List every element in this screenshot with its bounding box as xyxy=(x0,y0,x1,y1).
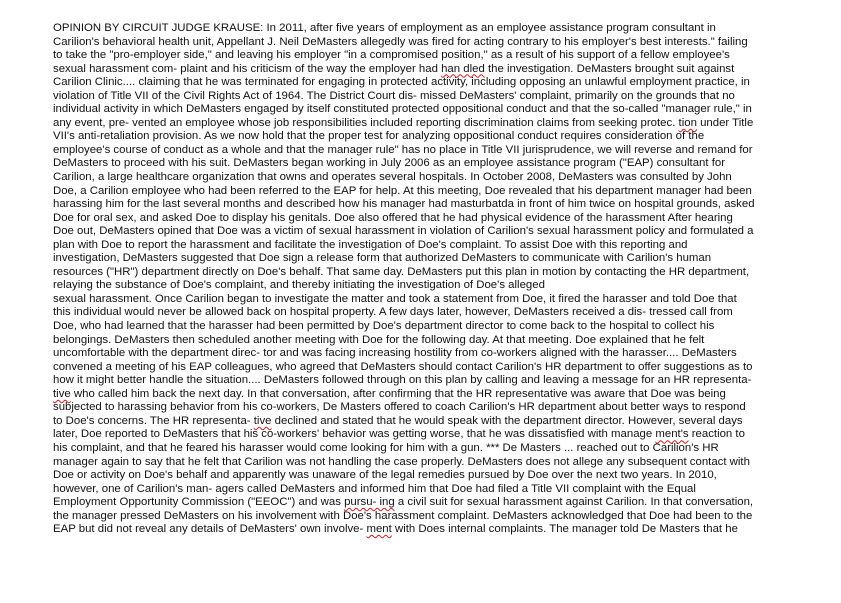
text-segment: resources ("HR") department directly on Doe's behalf. That same day. DeMasters put this plan in motion by contacting the HR department, xyxy=(53,265,750,278)
text-line xyxy=(53,90,841,104)
spellcheck-flagged-word[interactable]: tive xyxy=(253,414,272,427)
text-segment: who called him back the next day. In that conversation, after confirming that the HR representative was aware that Doe was being xyxy=(70,387,726,400)
text-segment: Employment Opportunity Commission ("EEOC") and was xyxy=(53,496,345,509)
text-segment: Doe out, DeMasters opined that Doe was a victim of sexual harassment in violation of Carilion's sexual harassment policy and formulated a xyxy=(53,225,754,238)
text-line xyxy=(53,523,841,537)
text-segment: manager again to say that he felt that Carilion was not handling the case properly. DeMasters does not allege any subsequent contact with xyxy=(53,455,750,468)
text-segment: sexual harassment. Once Carilion began to investigate the matter and took a statement from Doe, it fired the harasser and told Doe that xyxy=(53,292,737,305)
text-line xyxy=(53,347,841,361)
text-line xyxy=(53,225,841,239)
text-line xyxy=(53,103,841,117)
text-line xyxy=(53,49,841,63)
text-line xyxy=(53,334,841,348)
text-line xyxy=(53,22,841,36)
text-line xyxy=(53,510,841,524)
text-segment: convened a meeting of his EAP colleagues, who agreed that DeMasters should contact Carilion's HR department to offer suggestions as to xyxy=(53,360,753,373)
text-segment: Doe or activity on Doe's behalf and apparently was unaware of the legal remedies pursued by Doe over the next two years. In 2010, xyxy=(53,469,717,482)
text-segment: investigation, DeMasters suggested that Doe sign a release form that authorized DeMasters to communicate with Carilion's human xyxy=(53,252,712,265)
text-segment: employee's course of conduct as a whole and that the manager rule" has no place in Title VII jurisprudence, we will reverse and remand for xyxy=(53,143,753,156)
text-segment: relaying the substance of Doe's complaint, and thereby initiating the investigation of Doe's alleged xyxy=(53,279,545,292)
text-line xyxy=(53,212,841,226)
spellcheck-flagged-word[interactable]: han dled xyxy=(441,62,485,75)
text-segment: to Doe's concerns. The HR representa- xyxy=(53,414,254,427)
text-line xyxy=(53,306,841,320)
text-line xyxy=(53,117,841,131)
text-segment: subjected to harassing behavior from his co-workers, De Masters offered to coach Carilion's HR department about better ways to respond xyxy=(53,401,746,414)
text-segment: this individual would never be allowed back on hospital property. A few days later, however, DeMasters received a dis- tressed call from xyxy=(53,306,733,319)
text-segment: DeMasters to proceed with his suit. DeMasters began working in July 2006 as an employee assistance program ("EAP) consultant for xyxy=(53,157,725,170)
text-segment: belongings. DeMasters then scheduled another meeting with Doe for the following day. At that meeting. Doe explained that he felt xyxy=(53,333,705,346)
text-segment: reaction to xyxy=(688,428,745,441)
text-segment: plan with Doe to report the harassment and facilitate the investigation of Doe's complaint. To assist Doe with this reporting and xyxy=(53,238,688,251)
text-segment: individual activity in which DeMasters engaged by itself constituted protected oppositional conduct and that the so-called "manager rule," in xyxy=(53,103,752,116)
text-line xyxy=(53,374,841,388)
text-segment: the manager pressed DeMasters on his involvement with Doe's harassment complaint. DeMasters acknowledged that Doe had been to the xyxy=(53,509,753,522)
text-segment: the investigation. DeMasters brought suit against xyxy=(484,62,735,75)
text-segment: uncomfortable with the department direc- tor and was facing increasing hostility from co-workers aligned with the harasser.... DeMasters xyxy=(53,347,737,360)
text-line xyxy=(53,239,841,253)
text-line xyxy=(53,496,841,510)
text-line xyxy=(53,36,841,50)
text-line xyxy=(53,157,841,171)
text-segment: Doe for oral sex, and asked Doe to display his genitals. Doe also offered that he had physical evidence of the harassment After hearing xyxy=(53,211,733,224)
text-line xyxy=(53,279,841,293)
text-line xyxy=(53,171,841,185)
text-segment: under Title xyxy=(696,116,754,129)
text-segment: later, Doe reported to DeMasters that his co-workers' behavior was getting worse, that he was dissatisfied with manage xyxy=(53,428,656,441)
text-segment: however, one of Carilion's man- agers called DeMasters and informed him that Doe had filed a Title VII complaint with the Equal xyxy=(53,482,696,495)
text-segment: harassing him for the last several months and described how his manager had masturbatda in front of him twice on hospital grounds, asked xyxy=(53,198,755,211)
text-segment: declined and stated that he would speak with the department director. However, several days xyxy=(271,414,743,427)
text-line xyxy=(53,428,841,442)
text-line xyxy=(53,456,841,470)
text-segment: with Does internal complaints. The manager told De Masters that he xyxy=(391,523,738,536)
text-line xyxy=(53,266,841,280)
text-line xyxy=(53,401,841,415)
text-line xyxy=(53,130,841,144)
text-segment: VII's anti-retaliation provision. As we now hold that the proper test for analyzing oppositional conduct requires consideration of the xyxy=(53,130,705,143)
text-line xyxy=(53,483,841,497)
text-segment: Doe, a Carilion employee who had been referred to the EAP for help. At this meeting, Doe revealed that his department manager had been xyxy=(53,184,752,197)
text-segment: Carilion's behavioral health unit, Appellant J. Neil DeMasters allegedly was fired for acting contrary to his employer's best interests." failing xyxy=(53,35,748,48)
text-segment: sexual harassment com- plaint and his criticism of the way the employer had xyxy=(53,62,442,75)
text-line xyxy=(53,185,841,199)
text-line xyxy=(53,293,841,307)
text-line xyxy=(53,388,841,402)
text-line xyxy=(53,415,841,429)
text-line xyxy=(53,320,841,334)
spellcheck-flagged-word[interactable]: tive xyxy=(53,387,71,400)
text-line xyxy=(53,144,841,158)
spellcheck-flagged-word[interactable]: pursu- ing xyxy=(344,496,395,509)
text-line xyxy=(53,63,841,77)
text-line xyxy=(53,361,841,375)
text-line xyxy=(53,198,841,212)
spellcheck-flagged-word[interactable]: ment's xyxy=(655,428,689,441)
text-segment: EAP but did not reveal any details of DeMasters' own involve- xyxy=(53,523,367,536)
text-segment: to take the "pro-employer side," and leaving his employer "in a compromised position," as a result of his support of a fellow employee's xyxy=(53,49,730,62)
text-segment: violation of Title VII of the Civil Rights Act of 1964. The District Court dis- missed DeMasters' complaint, primarily on the grounds that no xyxy=(53,89,735,102)
text-line xyxy=(53,76,841,90)
text-line xyxy=(53,252,841,266)
text-segment: how it might better handle the situation.... DeMasters followed through on this plan by calling and leaving a message for an HR representa- xyxy=(53,374,752,387)
opinion-text-body xyxy=(53,22,841,537)
text-segment: his complaint, and that he feared his harasser would come looking for him with a gun. *** De Masters ... reached out to Carilion's HR xyxy=(53,441,719,454)
text-segment: Doe, who had learned that the harasser had been permitted by Doe's department director to come back to the hospital to collect his xyxy=(53,320,715,333)
text-segment: Carilion, a large healthcare organization that owns and operates several hospitals. In October 2008, DeMasters was consulted by John xyxy=(53,171,732,184)
text-segment: OPINION BY CIRCUIT JUDGE KRAUSE: In 2011, after five years of employment as an employee assistance program consultant in xyxy=(53,22,716,34)
text-segment: Carilion Clinic.... claiming that he was terminated for engaging in protected activity, including opposing an unlawful employment practice, in xyxy=(53,76,750,89)
text-segment: any event, pre- vented an employee whose job responsibilities included reporting discrimination claims from seeking protec. xyxy=(53,116,679,129)
text-line xyxy=(53,442,841,456)
text-segment: a civil suit for sexual harassment against Carilion. In that conversation, xyxy=(394,496,754,509)
spellcheck-flagged-word[interactable]: ment xyxy=(366,523,392,536)
text-line xyxy=(53,469,841,483)
spellcheck-flagged-word[interactable]: tion xyxy=(678,116,697,129)
